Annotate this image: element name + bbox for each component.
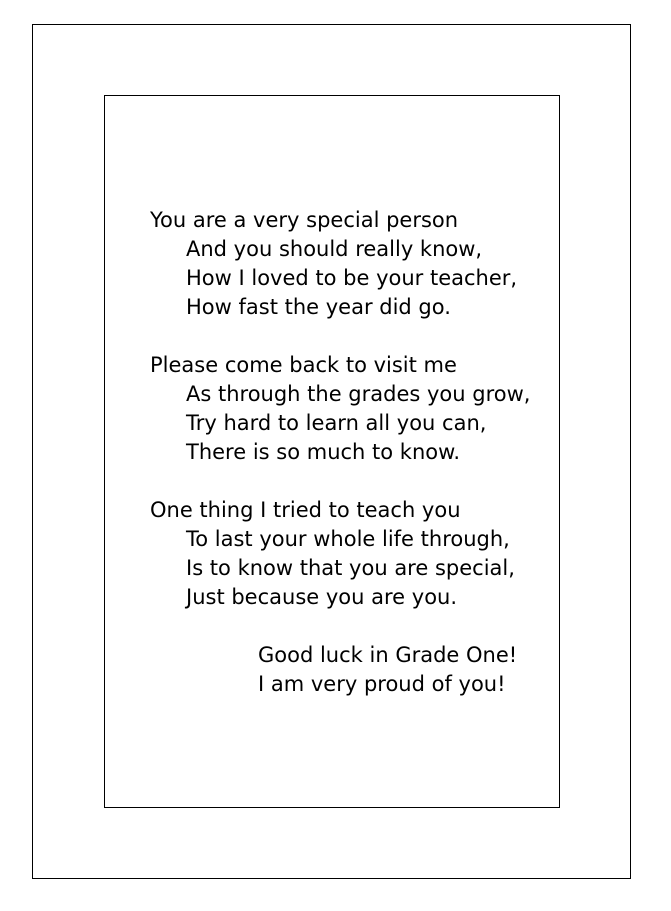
closing <box>150 641 530 699</box>
poem-line: How fast the year did go. <box>186 295 451 319</box>
poem-line: Is to know that you are special, <box>186 556 515 580</box>
poem-line: One thing I tried to teach you <box>150 498 461 522</box>
poem-line: There is so much to know. <box>186 440 461 464</box>
stanza-1 <box>150 206 530 322</box>
stanza-gap <box>150 322 530 351</box>
closing-line: I am very proud of you! <box>258 672 506 696</box>
poem-line: Just because you are you. <box>186 585 458 609</box>
poem <box>150 206 530 699</box>
poem-line: How I loved to be your teacher, <box>186 266 518 290</box>
poem-line: As through the grades you grow, <box>186 382 531 406</box>
stanza-2 <box>150 351 530 467</box>
stanza-gap <box>150 467 530 496</box>
poem-line: And you should really know, <box>186 237 483 261</box>
poem-line: Try hard to learn all you can, <box>186 411 487 435</box>
closing-line: Good luck in Grade One! <box>258 643 518 667</box>
poem-line: You are a very special person <box>150 208 459 232</box>
stanza-gap <box>150 612 530 641</box>
poem-line: To last your whole life through, <box>186 527 510 551</box>
stanza-3 <box>150 496 530 612</box>
poem-line: Please come back to visit me <box>150 353 457 377</box>
